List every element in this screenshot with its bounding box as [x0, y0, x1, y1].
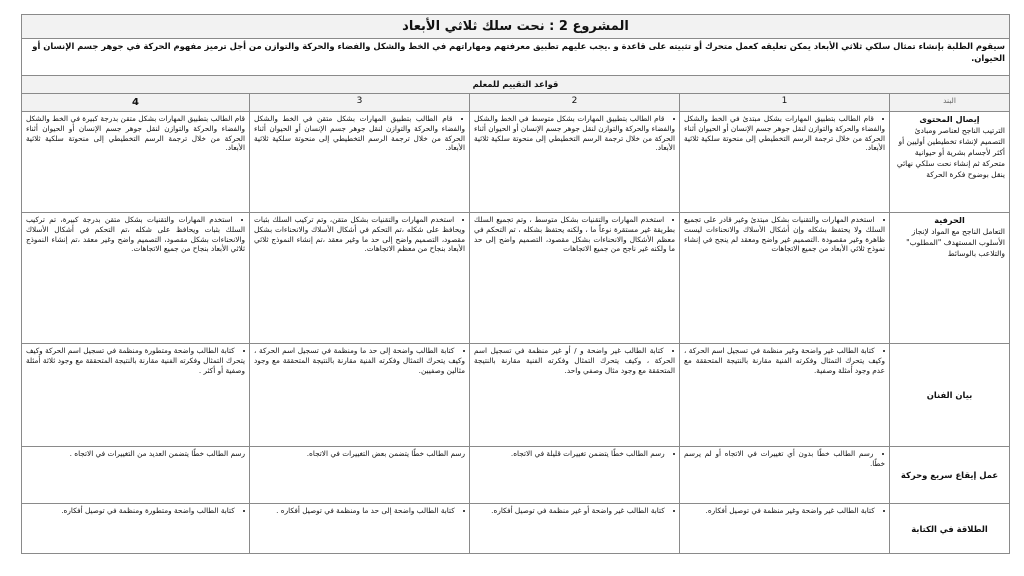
level-criterion-header: البند — [890, 94, 1010, 112]
table-row — [21, 213, 1009, 344]
project-intro: سيقوم الطلبة بإنشاء تمثال سلكي ثلاثي الأبعاد يمكن تعليقه كعمل متحرك أو تثبيته على قاعدة و .يجب عليهم تطبيق معرفتهم ومهاراتهم في الخط والشكل والفضاء والحركة والتوازن من أجل ترميز مفهوم الحركة في جوهر جسم الإنسان أو الحيوان. — [21, 39, 1009, 76]
level-4-cell: رسم الطالب خطًا يتضمن العديد من التغييرات في الاتجاه . — [21, 447, 249, 504]
criterion-description: الترتيب الناجح لعناصر ومبادئ التصميم لإنشاء تخطيطين أوليين أو أكثر لأجسام بشرية أو حيوانية متحركة ثم إنشاء نحت سلكي نهائي ينقل بوضوح فكرة الحركة — [896, 126, 1005, 179]
criterion-name: عمل إيقاع سريع وحركة — [900, 470, 999, 481]
criterion-cell — [890, 504, 1010, 554]
level-4-cell: قام الطالب بتطبيق المهارات بشكل متقن بدرجة كبيرة في الخط والشكل والفضاء والحركة والتوازن لنقل جوهر جسم الإنسان أو الحيوان أثناء الحركة من خلال ترجمة الرسم التخطيطي إلى منحوتة سلكية ثلاثية الأبعاد. — [21, 112, 249, 213]
level-4-header: 4 — [21, 94, 249, 112]
level-2-header: 2 — [470, 94, 680, 112]
level-2-cell: استخدم المهارات والتقنيات بشكل متوسط ، وتم تجميع السلك بطريقة غير مستقرة نوعاً ما ، ولكنه يحتفظ بشكله ، تم التحكم في معظم الأشكال والانحناءات بشكل مقصود، التصميم واضح إلى حد ما ولكنه غير ناجح من جميع الاتجاهات — [470, 213, 680, 344]
criterion-cell — [890, 447, 1010, 504]
rubric-document — [22, 14, 1010, 554]
level-4-cell: استخدم المهارات والتقنيات بشكل متقن بدرجة كبيرة، تم تركيب السلك بثبات ويحافظ على شكله ،تم التحكم في أشكال الأسلاك والانحناءات بشكل مقصود، التصميم واضح وغير معقد ،تم إنشاء النموذج ثلاثي الأبعاد بنجاح من جميع الاتجاهات. — [21, 213, 249, 344]
level-1-header: 1 — [680, 94, 890, 112]
criterion-cell — [890, 213, 1010, 344]
level-3-cell: استخدم المهارات والتقنيات بشكل متقن، وتم تركيب السلك بثبات ويحافظ على شكله ،تم التحكم في أشكال الأسلاك والانحناءات بشكل مقصود، التصميم واضح إلى حد ما وغير معقد ،تم إنشاء النموذج ثلاثي الأبعاد بنجاح من معظم الاتجاهات. — [250, 213, 470, 344]
criterion-cell — [890, 112, 1010, 213]
table-row — [21, 447, 1009, 504]
rubric-header: قواعد التقييم للمعلم — [21, 76, 1009, 94]
level-4-cell: كتابة الطالب واضحة ومتطورة ومنظمة في تسجيل اسم الحركة وكيف يتحرك التمثال وفكرته الفنية مقارنة بالنتيجة المتحققة مع وجود ثلاثة أمثلة وصفية أو أكثر . — [21, 344, 249, 447]
level-3-cell: كتابة الطالب واضحة إلى حد ما ومنظمة في تسجيل اسم الحركة ، وكيف يتحرك التمثال وفكرته الفنية مقارنة بالنتيجة المتحققة مع وجود مثالين وصفيين. — [250, 344, 470, 447]
table-row — [21, 344, 1009, 447]
level-3-cell: كتابة الطالب واضحة إلى حد ما ومنظمة في توصيل أفكاره . — [250, 504, 470, 554]
level-4-cell: كتابة الطالب واضحة ومتطورة ومنظمة في توصيل أفكاره. — [21, 504, 249, 554]
level-2-cell: قام الطالب بتطبيق المهارات بشكل متوسط في الخط والشكل والفضاء والحركة والتوازن لنقل جوهر جسم الإنسان أو الحيوان أثناء الحركة من خلال ترجمة الرسم التخطيطي إلى منحوتة سلكية ثلاثية الأبعاد. — [470, 112, 680, 213]
level-3-header: 3 — [250, 94, 470, 112]
level-3-cell: رسم الطالب خطًا يتضمن بعض التغييرات في الاتجاه. — [250, 447, 470, 504]
rubric-table — [21, 14, 1010, 554]
level-1-cell: كتابة الطالب غير واضحة وغير منظمة في توصيل أفكاره. — [680, 504, 890, 554]
level-1-cell: قام الطالب بتطبيق المهارات بشكل مبتدئ في الخط والشكل والفضاء والحركة والتوازن لنقل جوهر جسم الإنسان أو الحيوان أثناء الحركة من خلال ترجمة الرسم التخطيطي إلى منحوتة سلكية ثلاثية الأبعاد. — [680, 112, 890, 213]
criterion-name: إيصال المحتوى — [919, 114, 980, 125]
project-title: المشروع 2 : نحت سلك ثلاثي الأبعاد — [21, 15, 1009, 39]
criterion-description: التعامل الناجح مع المواد لإنجاز الأسلوب المستهدف "المطلوب" والتلاعب بالوسائط — [906, 227, 1005, 259]
criterion-name: الحرفية — [934, 215, 965, 226]
criterion-name: الطلاقة في الكتابة — [911, 523, 988, 534]
criterion-name: بيان الفنان — [926, 390, 973, 401]
criterion-cell — [890, 344, 1010, 447]
table-row — [21, 112, 1009, 213]
level-2-cell: كتابة الطالب غير واضحة و / أو غير منظمة في تسجيل اسم الحركة ، وكيف يتحرك التمثال وفكرته الفنية مقارنة بالنتيجة المتحققة مع وجود مثال وصفي واحد. — [470, 344, 680, 447]
level-3-cell: قام الطالب بتطبيق المهارات بشكل متقن في الخط والشكل والفضاء والحركة والتوازن لنقل جوهر جسم الإنسان أو الحيوان أثناء الحركة من خلال ترجمة الرسم التخطيطي إلى منحوتة سلكية ثلاثية الأبعاد. — [250, 112, 470, 213]
level-1-cell: رسم الطالب خطًا بدون أي تغييرات في الاتجاه أو لم يرسم خطًا. — [680, 447, 890, 504]
table-row — [21, 504, 1009, 554]
level-2-cell: رسم الطالب خطًا يتضمن تغييرات قليلة في الاتجاه. — [470, 447, 680, 504]
level-1-cell: استخدم المهارات والتقنيات بشكل مبتدئ وغير قادر على تجميع السلك ولا يحتفظ بشكله وإن أشكال الأسلاك والانحناءات ليست ظاهرة وغير مقصودة .التصميم غير واضح ومعقد لم ينجح في إنشاء نموذج ثلاثي الأبعاد من جميع الاتجاهات — [680, 213, 890, 344]
level-1-cell: كتابة الطالب غير واضحة وغير منظمة في تسجيل اسم الحركة ، وكيف يتحرك التمثال وفكرته الفنية مقارنة بالنتيجة المتحققة مع عدم وجود أمثلة وصفية. — [680, 344, 890, 447]
level-2-cell: كتابة الطالب غير واضحة أو غير منظمة في توصيل أفكاره. — [470, 504, 680, 554]
